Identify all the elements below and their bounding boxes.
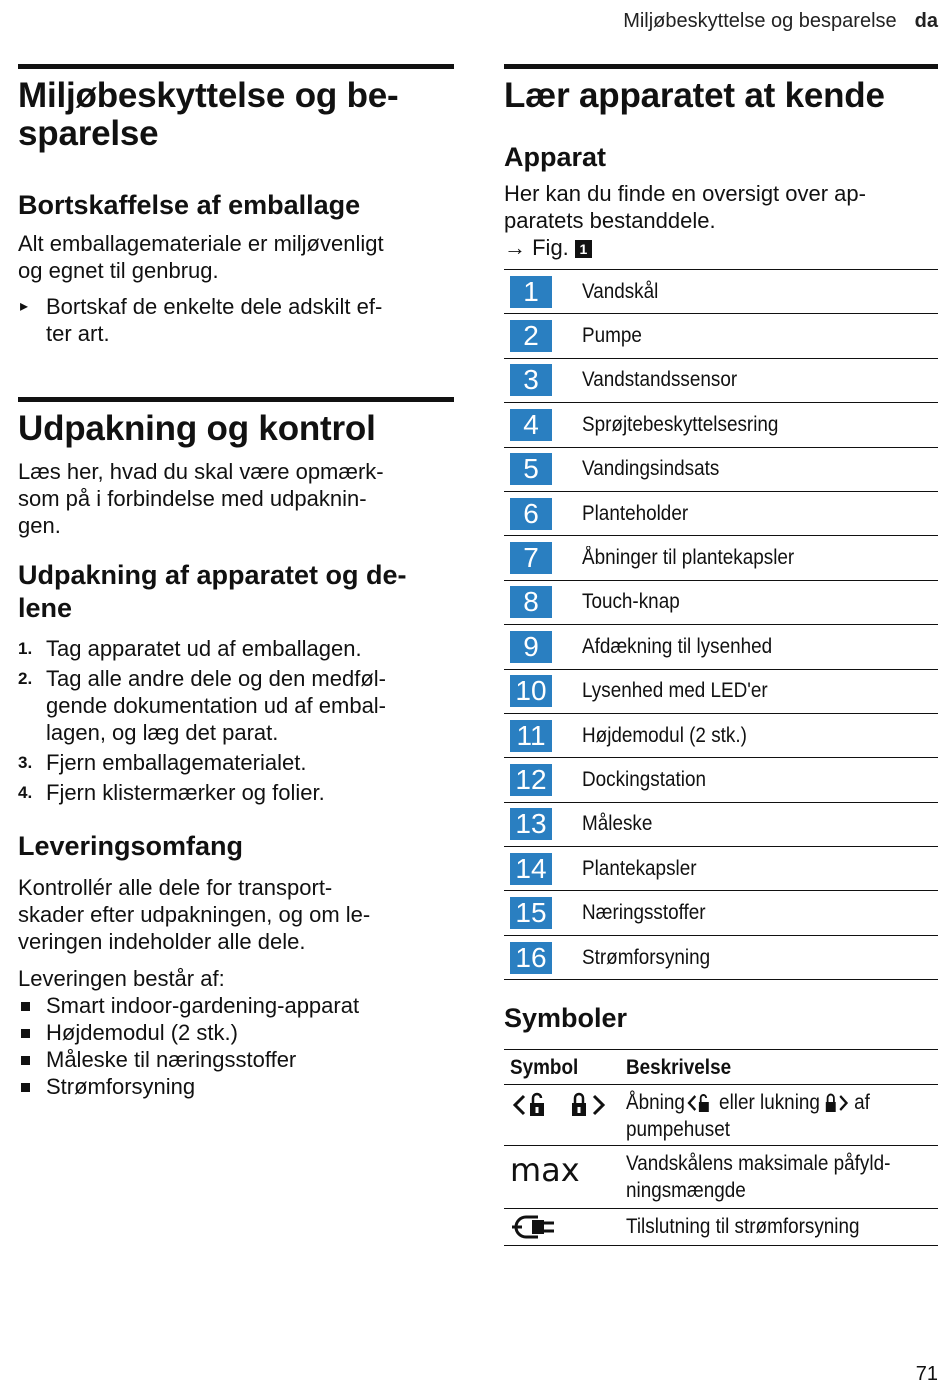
list-item: 1. Tag apparatet ud af emballagen.: [18, 636, 362, 661]
components-table: [504, 269, 938, 980]
table-header-row: [504, 1050, 938, 1085]
apparat-intro: Her kan du finde en oversigt over ap- paratets bestanddele. → Fig. 1: [504, 181, 866, 260]
page-number: 71: [915, 1363, 938, 1385]
component-number: 4: [510, 409, 552, 441]
list-item: 3. Fjern emballagematerialet.: [18, 750, 307, 775]
column-header-symbol: Symbol: [510, 1055, 579, 1079]
component-number: 11: [510, 720, 552, 752]
table-row: [504, 492, 938, 536]
heading-unpacking-appliance: Udpakning af apparatet og de- lene: [18, 560, 407, 623]
heading-apparat: Apparat: [504, 142, 607, 172]
unpacking-steps: [18, 635, 454, 806]
power-plug-icon: [510, 1212, 558, 1242]
right-column: [504, 64, 938, 1246]
component-label: Vandingsindsats: [582, 457, 720, 481]
component-label: Næringsstoffer: [582, 901, 706, 925]
table-row: [504, 1146, 938, 1209]
component-number: 5: [510, 453, 552, 485]
max-symbol: max: [510, 1151, 580, 1190]
table-row: [504, 581, 938, 625]
figure-number-badge: 1: [575, 240, 592, 258]
table-row: [504, 536, 938, 580]
component-label: Lysenhed med LED'er: [582, 679, 768, 703]
component-label: Planteholder: [582, 501, 689, 525]
list-item: Strømforsyning: [18, 1073, 454, 1100]
component-label: Plantekapsler: [582, 856, 697, 880]
symbol-description: Tilslutning til strømforsyning: [626, 1215, 860, 1239]
section-title-get-to-know: Lær apparatet at kende: [504, 76, 885, 115]
disposal-text: Alt emballagemateriale er miljøvenligt og egnet til genbrug.: [18, 231, 384, 283]
table-row: [504, 1209, 938, 1246]
component-number: 10: [510, 675, 552, 707]
section-title-environment: Miljøbeskyttelse og be- sparelse: [18, 76, 399, 153]
table-row: [504, 714, 938, 758]
symbol-cell: [504, 1085, 626, 1145]
delivery-text: Kontrollér alle dele for transport- skader efter udpakningen, og om le- veringen indeholder alle dele.: [18, 875, 371, 954]
table-row: [504, 625, 938, 669]
table-row: [504, 270, 938, 314]
heading-delivery-scope: Leveringsomfang: [18, 831, 244, 861]
figure-reference: → Fig.: [504, 235, 569, 260]
component-number: 7: [510, 542, 552, 574]
component-label: Vandstandssensor: [582, 368, 738, 392]
component-label: Pumpe: [582, 324, 642, 348]
list-item: Måleske til næringsstoffer: [18, 1046, 454, 1073]
symbol-description: Vandskålens maksimale påfyld- ningsmængde: [626, 1152, 891, 1203]
list-item: Smart indoor-gardening-apparat: [18, 992, 454, 1019]
disposal-instruction: ▸ Bortskaf de enkelte dele adskilt ef- ter art.: [18, 293, 454, 347]
lock-open-inline-icon: [688, 1093, 717, 1113]
table-row: [504, 670, 938, 714]
table-row: [504, 758, 938, 802]
component-number: 15: [510, 897, 552, 929]
lock-closed-icon: [572, 1094, 586, 1116]
unpacking-intro: Læs her, hvad du skal være opmærk- som på i forbindelse med udpaknin- gen.: [18, 459, 384, 538]
component-number: 2: [510, 320, 552, 352]
symbols-table: [504, 1049, 938, 1246]
component-number: 9: [510, 631, 552, 663]
table-row: [504, 359, 938, 403]
component-number: 8: [510, 586, 552, 618]
list-item: 4. Fjern klistermærker og folier.: [18, 780, 325, 805]
language-code: da: [914, 10, 938, 32]
component-label: Højdemodul (2 stk.): [582, 723, 747, 747]
section-rule: [504, 64, 938, 69]
section-rule: [18, 397, 454, 402]
list-item: 2. Tag alle andre dele og den medføl- gende dokumentation ud af embal- lagen, og læg det parat.: [18, 666, 387, 745]
table-row: [504, 847, 938, 891]
section-title-unpacking: Udpakning og kontrol: [18, 409, 376, 448]
column-header-description: Beskrivelse: [626, 1055, 732, 1079]
component-label: Vandskål: [582, 279, 659, 303]
table-row: [504, 1085, 938, 1146]
component-number: 3: [510, 364, 552, 396]
table-row: [504, 936, 938, 980]
symbol-description: Åbning eller lukning af pumpehuset: [626, 1091, 870, 1142]
table-row: [504, 314, 938, 358]
header-title: Miljøbeskyttelse og besparelse: [623, 10, 897, 32]
delivery-items: [18, 992, 454, 1100]
component-number: 13: [510, 808, 552, 840]
component-label: Åbninger til plantekapsler: [582, 546, 795, 570]
component-number: 6: [510, 498, 552, 530]
heading-symbols: Symboler: [504, 1003, 628, 1034]
table-row: [504, 803, 938, 847]
component-label: Afdækning til lysenhed: [582, 634, 773, 658]
component-label: Dockingstation: [582, 767, 706, 791]
component-label: Touch-knap: [582, 590, 680, 614]
lock-open-icon: [530, 1094, 544, 1116]
component-number: 1: [510, 276, 552, 308]
table-row: [504, 891, 938, 935]
component-number: 12: [510, 764, 552, 796]
component-number: 16: [510, 942, 552, 974]
delivery-consists: Leveringen består af:: [18, 966, 225, 991]
component-label: Måleske: [582, 812, 653, 836]
left-column: [18, 64, 454, 1100]
heading-packaging-disposal: Bortskaffelse af emballage: [18, 190, 361, 220]
component-label: Strømforsyning: [582, 945, 711, 969]
table-row: [504, 448, 938, 492]
lock-open-close-icon: [510, 1090, 610, 1120]
list-item: Højdemodul (2 stk.): [18, 1019, 454, 1046]
component-number: 14: [510, 853, 552, 885]
running-header: [623, 10, 938, 33]
lock-closed-inline-icon: [823, 1093, 852, 1113]
table-row: [504, 403, 938, 447]
component-label: Sprøjtebeskyttelsesring: [582, 412, 779, 436]
section-rule: [18, 64, 454, 69]
